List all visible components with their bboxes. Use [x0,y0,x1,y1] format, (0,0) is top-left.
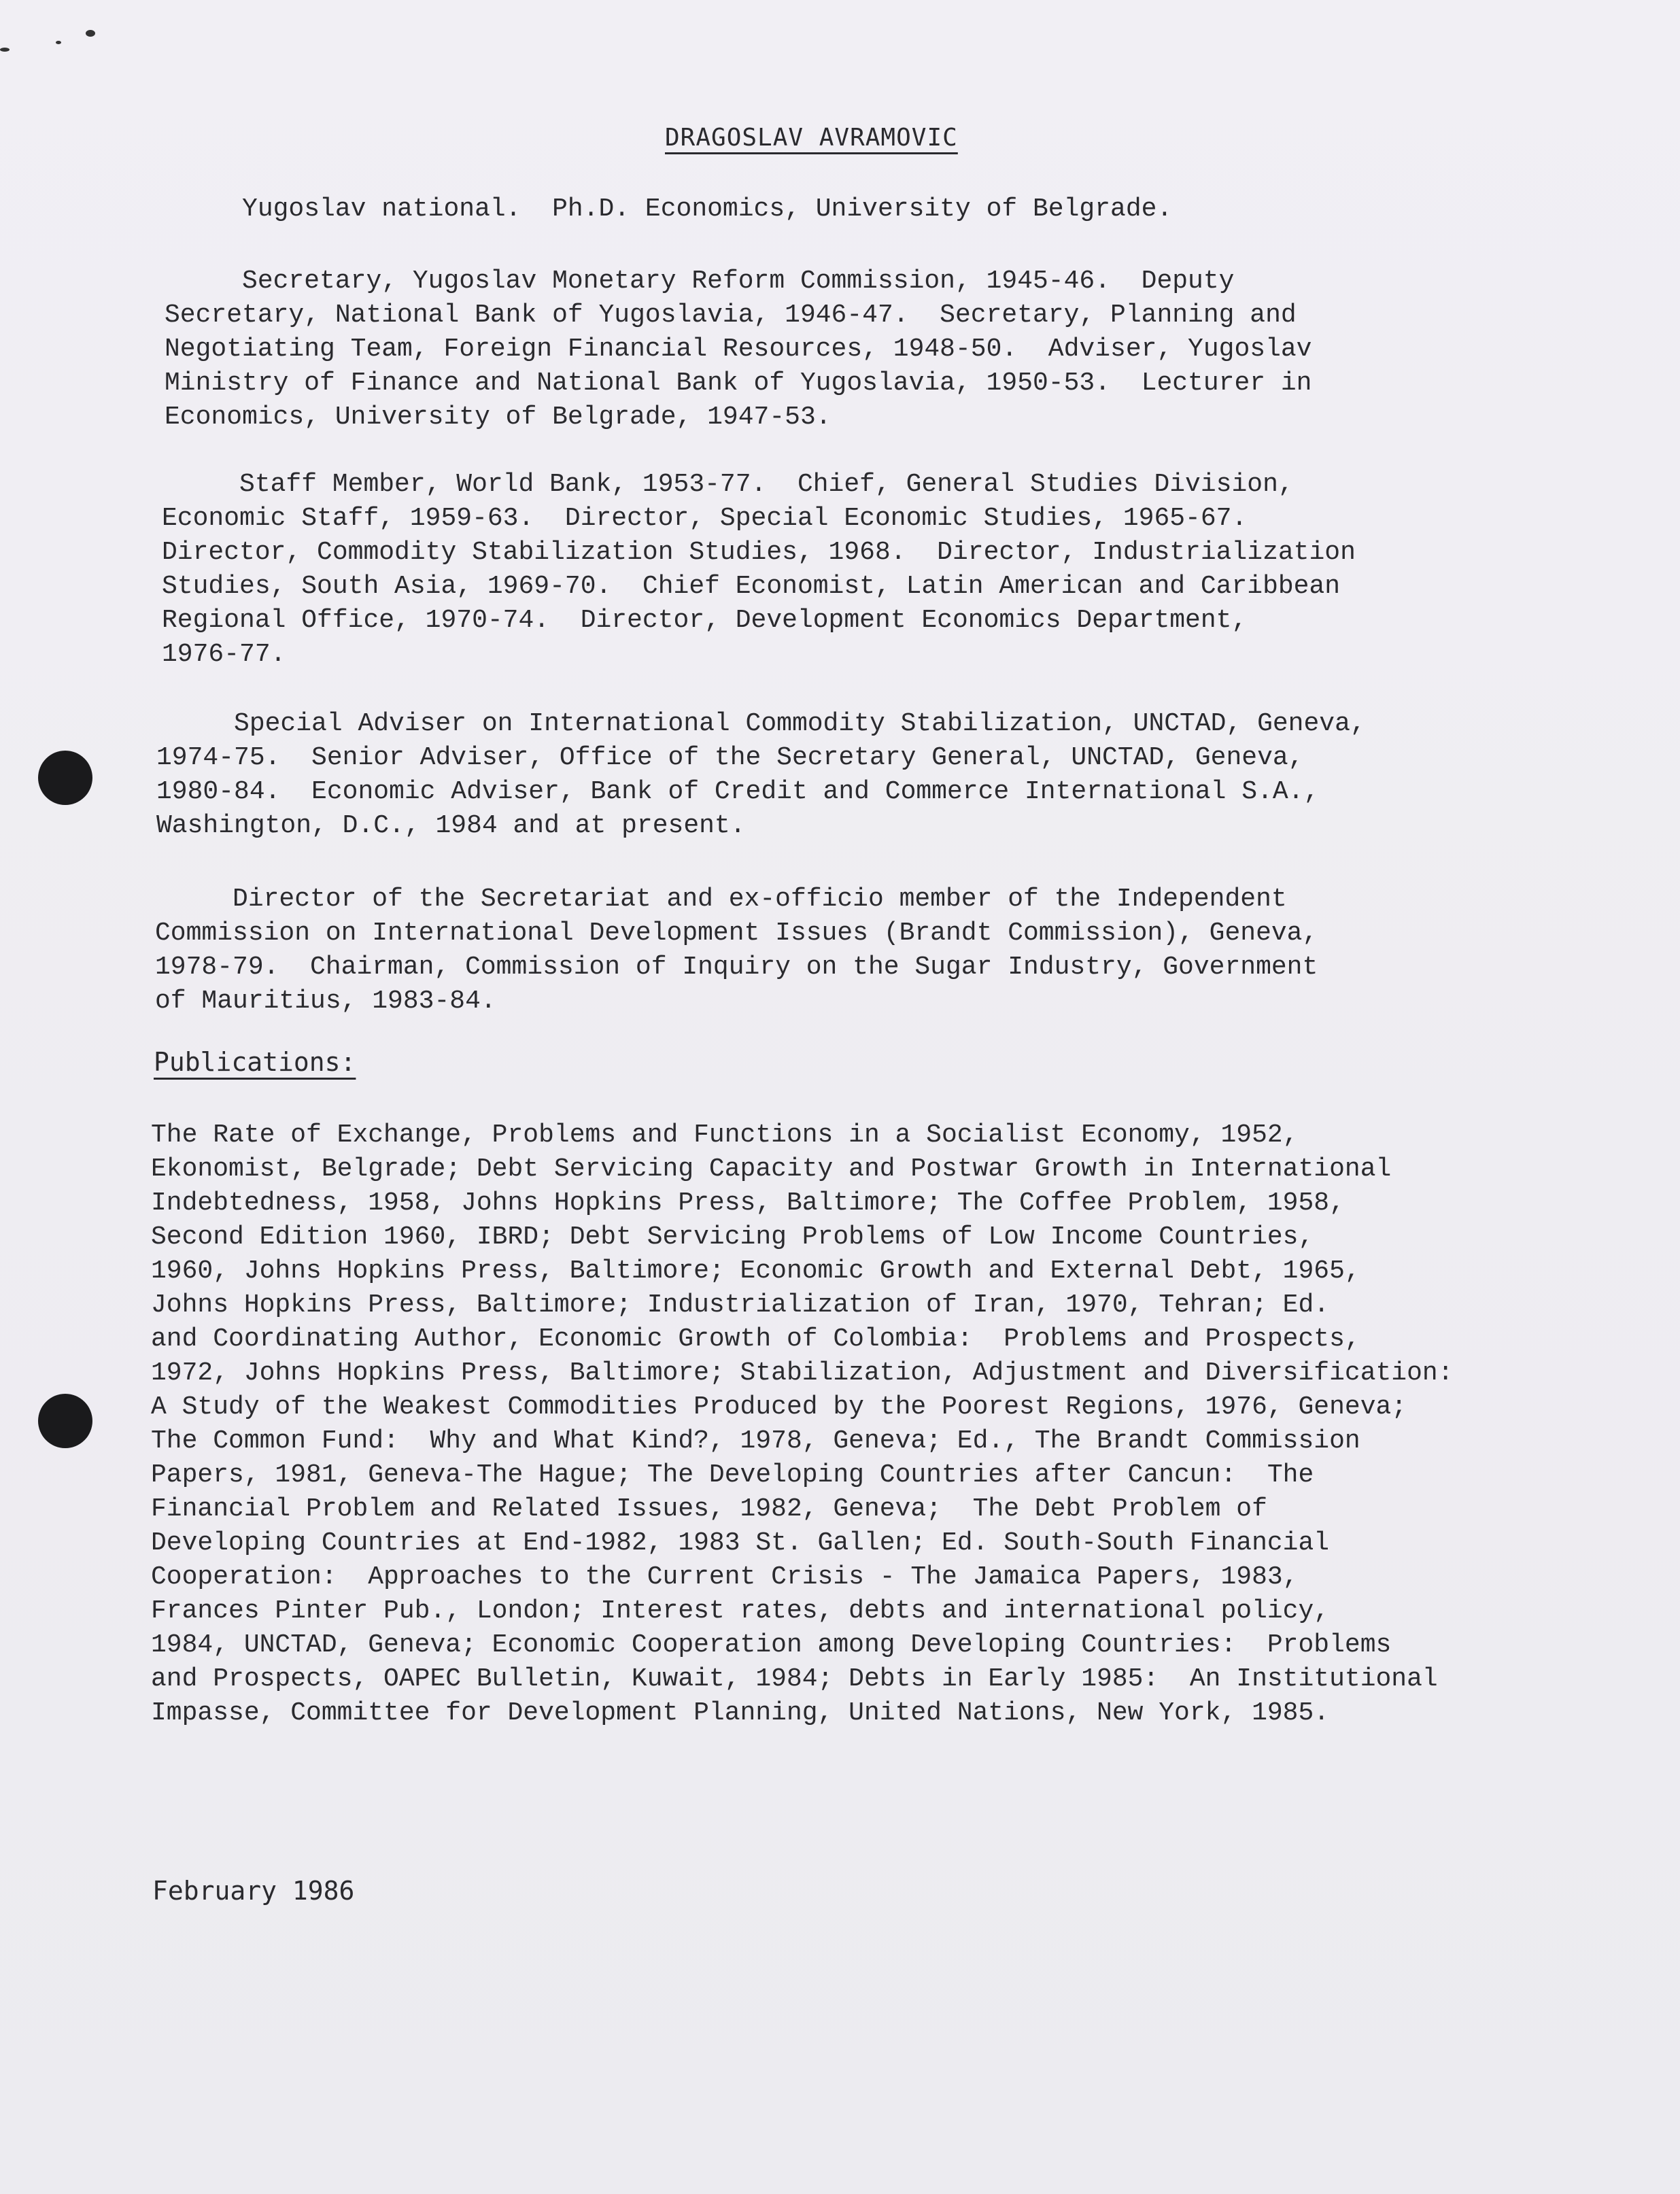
publications-heading: Publications: [154,1047,356,1077]
paper-speck [56,41,61,44]
paragraph-world-bank: Staff Member, World Bank, 1953-77. Chief, General Studies Division, Economic Staff, 1959-63. Director, Special Economic Studies, 1965-67. Director, Commodity Stabilization Studies, 1968. Director, Industrialization Studies, South Asia, 1969-70. Chief Economist, Latin American and Caribbean Regional Office, 1970-74. Director, Development Economics Department, 1976-77. [162,470,1356,669]
paragraph-nationality: Yugoslav national. Ph.D. Economics, University of Belgrade. [165,194,1173,224]
publications-list: The Rate of Exchange, Problems and Functions in a Socialist Economy, 1952, Ekonomist, Belgrade; Debt Servicing Capacity and Postwar Growth in International Indebtedness, 1958, Johns Hopkins Press, Baltimore; The Coffee Problem, 1958, Second Edition 1960, IBRD; Debt Servicing Problems of Low Income Countries, 1960, Johns Hopkins Press, Baltimore; Economic Growth and External Debt, 1965, Johns Hopkins Press, Baltimore; Industrialization of Iran, 1970, Tehran; Ed. and Coordinating Author, Economic Growth of Colombia: Problems and Prospects, 1972, Johns Hopkins Press, Baltimore; Stabilization, Adjustment and Diversification: A Study of the Weakest Commodities Produced by the Poorest Regions, 1976, Geneva; The Common Fund: Why and What Kind?, 1978, Geneva; Ed., The Brandt Commission Papers, 1981, Geneva-The Hague; The Developing Countries after Cancun: The Financial Problem and Related Issues, 1982, Geneva; The Debt Problem of Developing Countries at End-1982, 1983 St. Gallen; Ed. South-South Financial Cooperation: Approaches to the Current Crisis - The Jamaica Papers, 1983, Frances Pinter Pub., London; Interest rates, debts and international policy, 1984, UNCTAD, Geneva; Economic Cooperation among Developing Countries: Problems and Prospects, OAPEC Bulletin, Kuwait, 1984; Debts in Early 1985: An Institutional Impasse, Committee for Development Planning, United Nations, New York, 1985. [151,1120,1454,1728]
page-title: DRAGOSLAV AVRAMOVIC [665,124,958,152]
punch-hole-bottom [38,1394,92,1448]
paragraph-early-career: Secretary, Yugoslav Monetary Reform Commission, 1945-46. Deputy Secretary, National Bank of Yugoslavia, 1946-47. Secretary, Planning and Negotiating Team, Foreign Financial Resources, 1948-50. Adviser, Yugoslav Ministry of Finance and National Bank of Yugoslavia, 1950-53. Lecturer in Economics, University of Belgrade, 1947-53. [165,267,1312,432]
paragraph-brandt: Director of the Secretariat and ex-officio member of the Independent Commission on International Development Issues (Brandt Commission), Geneva, 1978-79. Chairman, Commission of Inquiry on the Sugar Industry, Government of Mauritius, 1983-84. [155,885,1318,1016]
paragraph-unctad: Special Adviser on International Commodity Stabilization, UNCTAD, Geneva, 1974-75. Senior Adviser, Office of the Secretary General, UNCTAD, Geneva, 1980-84. Economic Adviser, Bank of Credit and Commerce International S.A., Washington, D.C., 1984 and at present. [156,709,1366,840]
punch-hole-top [38,751,92,805]
paper-speck [86,30,95,37]
paper-speck [0,48,10,52]
document-date: February 1986 [152,1876,355,1906]
